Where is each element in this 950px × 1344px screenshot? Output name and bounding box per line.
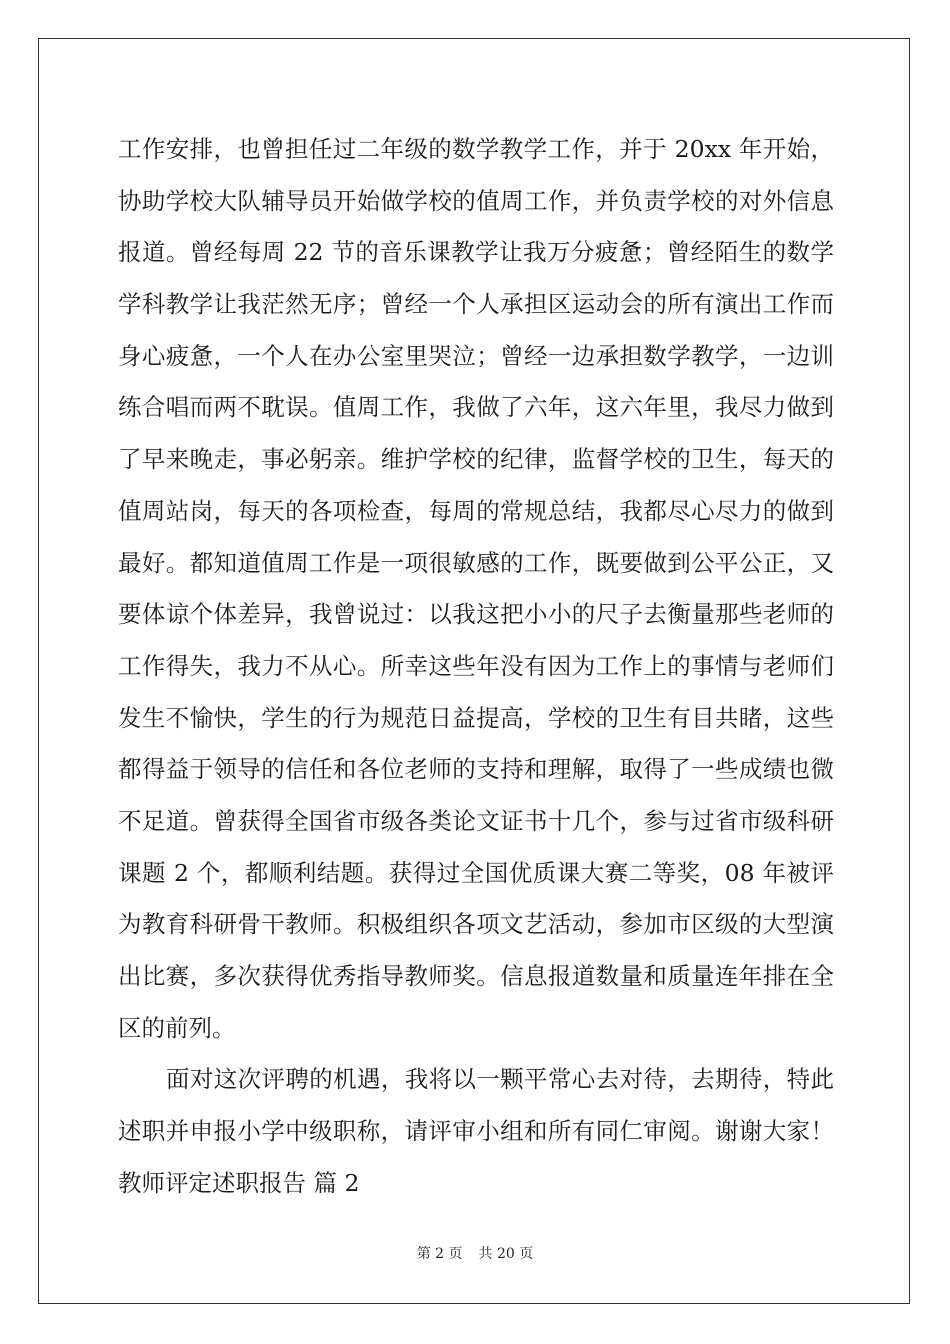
text-line: 要体谅个体差异，我曾说过：以我这把小小的尺子去衡量那些老师的 (118, 600, 834, 629)
text-line: 述职并申报小学中级职称，请评审小组和所有同仁审阅。谢谢大家！ (118, 1117, 834, 1146)
text-line: 工作安排，也曾担任过二年级的数学教学工作，并于 20xx 年开始， (118, 135, 834, 163)
page-number-total: 共 20 页 (478, 1246, 534, 1262)
text-line: 都得益于领导的信任和各位老师的支持和理解，取得了一些成绩也微 (118, 755, 834, 784)
text-line: 区的前列。 (118, 1013, 236, 1042)
text-line: 为教育科研骨干教师。积极组织各项文艺活动，参加市区级的大型演 (118, 910, 834, 939)
text-line: 工作得失，我力不从心。所幸这些年没有因为工作上的事情与老师们 (118, 651, 834, 680)
section-heading: 教师评定述职报告 篇 2 (118, 1168, 360, 1197)
page-number-current: 第 2 页 (416, 1246, 463, 1262)
text-line: 值周站岗，每天的各项检查，每周的常规总结，我都尽心尽力的做到 (118, 496, 834, 525)
text-line: 练合唱而两不耽误。值周工作，我做了六年，这六年里，我尽力做到 (118, 393, 834, 422)
page-footer (0, 1243, 950, 1263)
text-line: 课题 2 个，都顺利结题。获得过全国优质课大赛二等奖，08 年被评 (118, 858, 834, 887)
document-body (118, 128, 834, 1213)
text-line: 协助学校大队辅导员开始做学校的值周工作，并负责学校的对外信息 (118, 186, 834, 215)
text-line: 身心疲惫，一个人在办公室里哭泣；曾经一边承担数学教学，一边训 (118, 341, 834, 370)
text-line: 学科教学让我茫然无序；曾经一个人承担区运动会的所有演出工作而 (118, 290, 834, 319)
text-line: 面对这次评聘的机遇，我将以一颗平常心去对待，去期待，特此 (166, 1065, 834, 1094)
text-line: 最好。都知道值周工作是一项很敏感的工作，既要做到公平公正，又 (118, 548, 834, 577)
text-line: 出比赛，多次获得优秀指导教师奖。信息报道数量和质量连年排在全 (118, 962, 834, 990)
text-line: 报道。曾经每周 22 节的音乐课教学让我万分疲惫；曾经陌生的数学 (118, 238, 834, 267)
text-line: 不足道。曾获得全国省市级各类论文证书十几个，参与过省市级科研 (118, 806, 834, 835)
text-line: 了早来晚走，事必躬亲。维护学校的纪律，监督学校的卫生，每天的 (118, 445, 834, 474)
text-line: 发生不愉快，学生的行为规范日益提高，学校的卫生有目共睹，这些 (118, 703, 834, 732)
